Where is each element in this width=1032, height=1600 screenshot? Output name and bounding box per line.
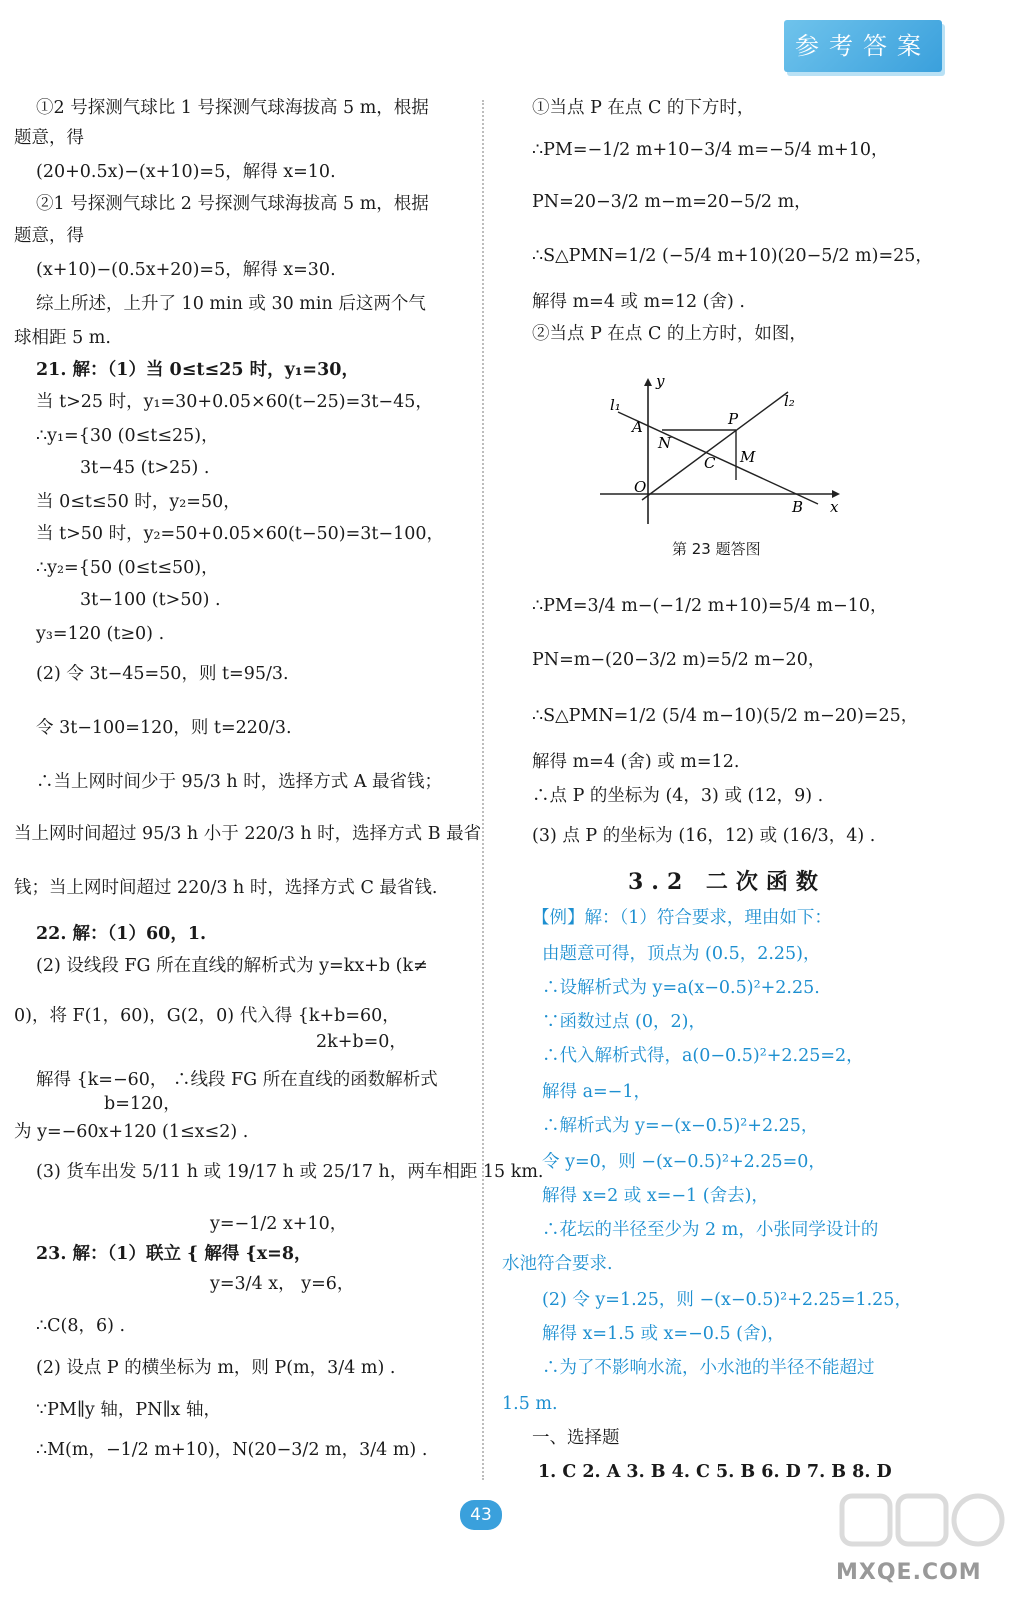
coordinate-figure [592, 372, 852, 532]
text-line: 0)，将 F(1，60)，G(2，0) 代入得 {k+b=60， [14, 1006, 400, 1026]
example-line: 水池符合要求. [502, 1254, 613, 1274]
text-line: ①当点 P 在点 C 的下方时， [532, 98, 755, 118]
text-line: ∴S△PMN=1/2 (5/4 m−10)(5/2 m−20)=25， [532, 706, 919, 726]
text-line: 当 t>25 时，y₁=30+0.05×60(t−25)=3t−45， [36, 392, 433, 412]
text-line: ∴y₂={50 (0≤t≤50)， [36, 558, 219, 578]
problem-21: 21. 解：（1）当 0≤t≤25 时，y₁=30， [36, 360, 359, 380]
text-line: 钱；当上网时间超过 220/3 h 时，选择方式 C 最省钱. [14, 878, 438, 898]
label-l1: l₁ [610, 396, 621, 414]
label-b: B [792, 498, 804, 516]
page-number: 43 [460, 1500, 502, 1530]
text-line: 题意，得 [14, 226, 84, 246]
example-line: ∴为了不影响水流，小水池的半径不能超过 [542, 1358, 875, 1378]
text-line: ∴M(m，−1/2 m+10)，N(20−3/2 m，3/4 m) . [36, 1440, 428, 1460]
example-line: ∴花坛的半径至少为 2 m，小张同学设计的 [542, 1220, 879, 1240]
label-m: M [740, 448, 756, 466]
example-line: (2) 令 y=1.25，则 −(x−0.5)²+2.25=1.25， [542, 1290, 912, 1310]
text-line: 3t−45 (t>25) . [80, 458, 210, 478]
example-line: 由题意可得，顶点为 (0.5，2.25)， [542, 944, 821, 964]
text-line: (x+10)−(0.5x+20)=5，解得 x=30. [36, 260, 336, 280]
text-line: 解得 m=4 或 m=12 (舍) . [532, 292, 745, 312]
example-line: 解得 x=2 或 x=−1 (舍去)， [542, 1186, 769, 1206]
text-line: ∴C(8，6) . [36, 1316, 126, 1336]
problem-22: 22. 解：（1）60，1. [36, 924, 207, 944]
text-line: 为 y=−60x+120 (1≤x≤2) . [14, 1122, 249, 1142]
text-line: (2) 设线段 FG 所在直线的解析式为 y=kx+b (k≠ [36, 956, 428, 976]
column-divider [482, 100, 484, 1480]
text-line: 解得 {k=−60， ∴线段 FG 所在直线的函数解析式 [36, 1070, 438, 1090]
text-line: ②1 号探测气球比 2 号探测气球海拔高 5 m，根据 [36, 194, 429, 214]
text-line: ∴y₁={30 (0≤t≤25)， [36, 426, 219, 446]
text-line: 当上网时间超过 95/3 h 小于 220/3 h 时，选择方式 B 最省 [14, 824, 482, 844]
problem-23: 23. 解：（1）联立 { 解得 {x=8， [36, 1244, 312, 1264]
example-line: ∵函数过点 (0，2)， [542, 1012, 706, 1032]
text-line: ∴PM=3/4 m−(−1/2 m+10)=5/4 m−10， [532, 596, 888, 616]
text-line: 球相距 5 m. [14, 328, 111, 348]
text-line: ②当点 P 在点 C 的上方时，如图， [532, 324, 807, 344]
example-line: ∴代入解析式得，a(0−0.5)²+2.25=2， [542, 1046, 864, 1066]
choice-answers: 1. C 2. A 3. B 4. C 5. B 6. D 7. B 8. D [538, 1462, 892, 1482]
text-line: PN=m−(20−3/2 m)=5/2 m−20， [532, 650, 826, 670]
example-line: ∴解析式为 y=−(x−0.5)²+2.25， [542, 1116, 819, 1136]
text-line: 当 t>50 时，y₂=50+0.05×60(t−50)=3t−100， [36, 524, 444, 544]
text-line: b=120， [104, 1094, 181, 1114]
text-line: 当 0≤t≤50 时，y₂=50， [36, 492, 241, 512]
label-o: O [634, 478, 647, 496]
text-line: PN=20−3/2 m−m=20−5/2 m， [532, 192, 812, 212]
text-line: (3) 点 P 的坐标为 (16，12) 或 (16/3，4) . [532, 826, 876, 846]
text-line: ∴当上网时间少于 95/3 h 时，选择方式 A 最省钱； [36, 772, 443, 792]
label-x: x [830, 498, 839, 516]
choice-heading: 一、选择题 [532, 1428, 620, 1448]
text-line: (20+0.5x)−(x+10)=5，解得 x=10. [36, 162, 336, 182]
text-line: 3t−100 (t>50) . [80, 590, 221, 610]
label-l2: l₂ [784, 392, 795, 410]
text-line: 2k+b=0， [316, 1032, 407, 1052]
section-heading: 3.2 二次函数 [628, 869, 826, 895]
y-axis-arrow [644, 378, 652, 386]
example-line: 解得 a=−1， [542, 1082, 651, 1102]
example-line: 解得 x=1.5 或 x=−0.5 (舍)， [542, 1324, 785, 1344]
label-y: y [656, 372, 665, 390]
example-line: 令 y=0，则 −(x−0.5)²+2.25=0， [542, 1152, 826, 1172]
text-line: ①2 号探测气球比 1 号探测气球海拔高 5 m，根据 [36, 98, 429, 118]
text-line: ∵PM∥y 轴，PN∥x 轴， [36, 1400, 221, 1420]
example-line: 【例】解：（1）符合要求，理由如下： [532, 908, 832, 928]
text-line: 综上所述，上升了 10 min 或 30 min 后这两个气 [36, 294, 426, 314]
figure-caption: 第 23 题答图 [672, 540, 761, 558]
watermark-text: MXQE.COM [836, 1560, 982, 1585]
text-line: ∴S△PMN=1/2 (−5/4 m+10)(20−5/2 m)=25， [532, 246, 933, 266]
text-line: y₃=120 (t≥0) . [36, 624, 165, 644]
text-line: 题意，得 [14, 128, 84, 148]
text-line: ∴PM=−1/2 m+10−3/4 m=−5/4 m+10， [532, 140, 889, 160]
text-line: (2) 令 3t−45=50，则 t=95/3. [36, 664, 289, 684]
text-line: ∴点 P 的坐标为 (4，3) 或 (12，9) . [532, 786, 824, 806]
label-p: P [728, 410, 739, 428]
example-line: ∴设解析式为 y=a(x−0.5)²+2.25. [542, 978, 820, 998]
answer-banner [784, 20, 942, 72]
text-line: (3) 货车出发 5/11 h 或 19/17 h 或 25/17 h，两车相距 15 km. [36, 1162, 544, 1182]
label-c: C [704, 454, 716, 472]
text-line: y=3/4 x， y=6， [210, 1274, 355, 1294]
label-a: A [632, 418, 643, 436]
label-n: N [658, 434, 672, 452]
text-line: 令 3t−100=120，则 t=220/3. [36, 718, 292, 738]
example-line: 1.5 m. [502, 1394, 558, 1414]
x-axis-arrow [832, 490, 840, 498]
banner-title: 参考答案 [795, 32, 931, 60]
text-line: (2) 设点 P 的横坐标为 m，则 P(m，3/4 m) . [36, 1358, 396, 1378]
text-line: 解得 m=4 (舍) 或 m=12. [532, 752, 740, 772]
text-line: y=−1/2 x+10， [210, 1214, 348, 1234]
